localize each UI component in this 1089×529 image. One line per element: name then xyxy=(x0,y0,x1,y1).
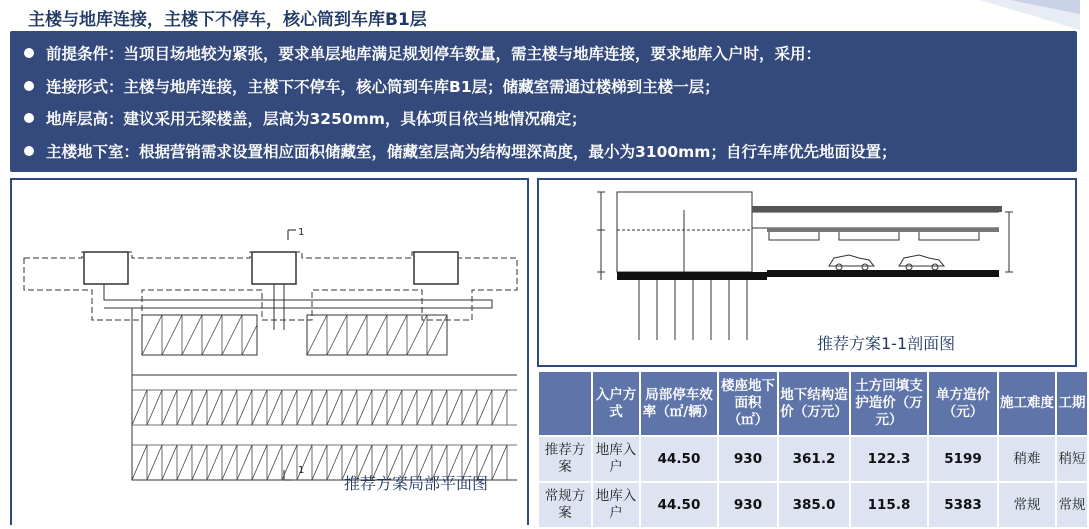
header-cell: 工期 xyxy=(1057,372,1087,435)
header-cell: 入户方式 xyxy=(593,372,639,435)
table-cell: 44.50 xyxy=(641,483,717,527)
table-cell: 地库入户 xyxy=(593,483,639,527)
bullet-dot-icon xyxy=(24,146,34,156)
table-cell: 930 xyxy=(719,483,777,527)
table-cell: 常规方案 xyxy=(539,483,591,527)
table-cell: 385.0 xyxy=(779,483,849,527)
bullet-item: 连接形式：主楼与地库连接，主楼下不停车，核心筒到车库B1层；储藏室需通过楼梯到主楼一层； xyxy=(24,70,1065,103)
table-cell: 930 xyxy=(719,437,777,481)
section-mark-bottom: 1 xyxy=(298,465,305,476)
header-cell: 单方造价（元） xyxy=(929,372,997,435)
table-header-row xyxy=(539,372,1087,435)
table-cell: 115.8 xyxy=(851,483,927,527)
table-cell: 稍难 xyxy=(999,437,1055,481)
conditions-banner xyxy=(10,31,1077,172)
table-row xyxy=(539,437,1087,481)
table-cell: 推荐方案 xyxy=(539,437,591,481)
plan-caption: 推荐方案局部平面图 xyxy=(344,474,489,493)
table-cell: 122.3 xyxy=(851,437,927,481)
bullet-item: 地库层高：建议采用无梁楼盖，层高为3250mm，具体项目依当地情况确定； xyxy=(24,102,1065,135)
table-cell: 常规 xyxy=(999,483,1055,527)
table-cell: 地库入户 xyxy=(593,437,639,481)
table-cell: 稍短 xyxy=(1057,437,1087,481)
section-caption: 推荐方案1-1剖面图 xyxy=(817,334,956,353)
header-cell: 地下结构造价（万元） xyxy=(779,372,849,435)
table-cell: 5383 xyxy=(929,483,997,527)
bullet-item: 主楼地下室：根据营销需求设置相应面积储藏室，储藏室层高为结构埋深高度，最小为3100mm；自行车库优先地面设置； xyxy=(24,135,1065,168)
table-cell: 常规 xyxy=(1057,483,1087,527)
header-cell: 局部停车效率（㎡/辆） xyxy=(641,372,717,435)
table-cell: 44.50 xyxy=(641,437,717,481)
bullet-dot-icon xyxy=(24,113,34,123)
bullet-dot-icon xyxy=(24,81,34,91)
header-cell: 楼座地下面积（㎡） xyxy=(719,372,777,435)
section-drawing-panel xyxy=(537,178,1077,367)
comparison-table xyxy=(537,370,1086,525)
section-drawing xyxy=(539,180,1075,365)
bullet-dot-icon xyxy=(24,48,34,58)
corner-decoration xyxy=(940,0,1080,30)
bullet-item: 前提条件：当项目场地较为紧张，要求单层地库满足规划停车数量，需主楼与地库连接，要求地库入户时，采用： xyxy=(24,37,1065,70)
header-cell: 土方回填支护造价（万元） xyxy=(851,372,927,435)
table-row xyxy=(539,483,1087,527)
header-cell: 施工难度 xyxy=(999,372,1055,435)
plan-drawing-panel xyxy=(10,178,529,525)
page-title: 主楼与地库连接，主楼下不停车，核心筒到车库B1层 xyxy=(28,10,427,30)
table-cell: 5199 xyxy=(929,437,997,481)
section-mark-top: 1 xyxy=(298,227,305,238)
table-cell: 361.2 xyxy=(779,437,849,481)
header-cell xyxy=(539,372,591,435)
